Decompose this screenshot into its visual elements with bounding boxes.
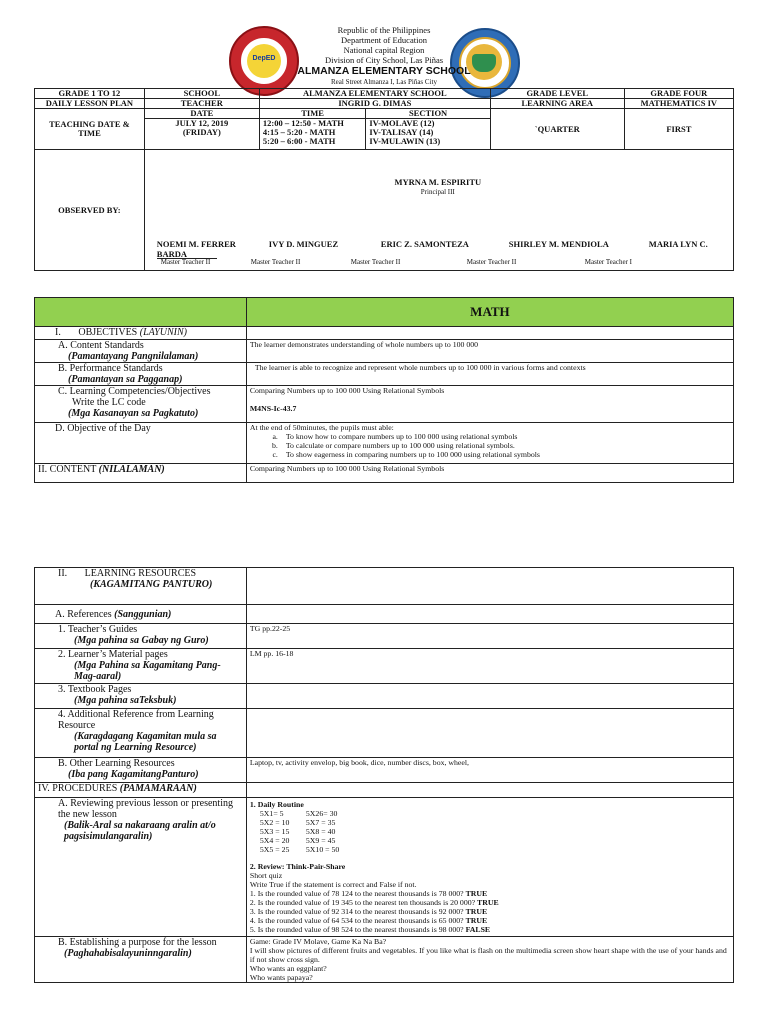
- lr-num: II.: [58, 568, 68, 579]
- time-entry: 5:20 – 6:00 - MATH: [262, 136, 336, 146]
- objectives-num: I.: [55, 327, 61, 338]
- math-header-blank: [35, 298, 247, 327]
- performance-standards-cell: [35, 363, 247, 386]
- purpose-cell: [35, 937, 247, 983]
- observer-name: SHIRLEY M. MENDIOLA: [508, 239, 609, 249]
- performance-standards-tl: (Pamantayan sa Pagganap): [68, 374, 183, 385]
- competencies-value: Comparing Numbers up to 100 000 Using Relational Symbols: [249, 386, 445, 395]
- content-tl: (NILALAMAN): [98, 464, 165, 475]
- textbook-pages-tl: (Mga pahina saTeksbuk): [74, 695, 177, 706]
- observer-title: Master Teacher II: [350, 258, 401, 266]
- other-resources-tl: (Iba pang KagamitangPanturo): [68, 769, 199, 780]
- learning-area-label: LEARNING AREA: [490, 99, 624, 109]
- objective-item: c. To show eagerness in comparing numbers up to 100 000 using relational symbols: [280, 450, 730, 459]
- school-address: Real Street Almanza I, Las Piñas City: [331, 78, 437, 86]
- quiz-item: 5. Is the rounded value of 98 524 to the nearest thousands is 98 000? FALSE: [249, 925, 491, 934]
- purpose-line: Who wants an eggplant?: [249, 964, 327, 973]
- purpose-line: I will show pictures of different fruits and vegetables. If you like what is flash on the multimedia screen show heart shape with the use of your hands and if not show cross sign.: [249, 946, 727, 964]
- additional-reference-label: 4. Additional Reference from Learning Resource: [58, 709, 214, 731]
- grade-range: GRADE 1 TO 12: [35, 89, 145, 99]
- objective-intro: At the end of 50minutes, the pupils must able:: [249, 423, 394, 432]
- performance-standards-label: B. Performance Standards: [58, 363, 163, 374]
- review-lesson-content: [246, 798, 733, 937]
- observed-by-label: OBSERVED BY:: [35, 150, 145, 271]
- other-resources-value: Laptop, tv, activity envelop, big book, dice, number discs, box, wheel,: [246, 758, 733, 783]
- observer-name: MARIA LYN C.: [648, 239, 708, 249]
- observer-title: Master Teacher II: [250, 258, 301, 266]
- observer-title: Master Teacher II: [160, 258, 211, 266]
- lesson-info-table: [34, 88, 734, 271]
- section-label: SECTION: [366, 109, 490, 119]
- observer-title: Master Teacher I: [584, 258, 632, 266]
- quiz-answer: TRUE: [465, 907, 488, 916]
- quiz-item: 1. Is the rounded value of 78 124 to the nearest thousands is 78 000? TRUE: [249, 889, 488, 898]
- math-header: MATH: [246, 298, 733, 327]
- quiz-answer: TRUE: [477, 898, 499, 907]
- teacher-label: TEACHER: [144, 99, 259, 109]
- purpose-line: Game: Grade IV Molave, Game Ka Na Ba?: [249, 937, 387, 946]
- resources-table: [34, 567, 734, 983]
- routine-item: 5X7 = 35: [305, 818, 336, 827]
- date-value: JULY 12, 2019: [175, 118, 229, 128]
- short-quiz-label: Short quiz: [249, 871, 283, 880]
- purpose-tl: (Paghahabisalayuninngaralin): [64, 948, 192, 959]
- section-entry: IV-TALISAY (14): [369, 127, 434, 137]
- quiz-item: 2. Is the rounded value of 19 345 to the nearest ten thousands is 20 000? TRUE: [249, 898, 499, 907]
- letterhead-line: National capital Region: [343, 45, 425, 55]
- principal-name: MYRNA M. ESPIRITU: [394, 177, 482, 187]
- lr-tl: (KAGAMITANG PANTURO): [90, 579, 213, 590]
- objective-of-day-label: D. Objective of the Day: [35, 423, 247, 464]
- objectives-heading: [35, 327, 247, 340]
- textbook-pages-cell: [35, 684, 247, 709]
- content-standards-tl: (Pamantayang Pangnilalaman): [68, 351, 199, 362]
- purpose-line: Who wants papaya?: [249, 973, 313, 982]
- date-cell: [144, 119, 259, 150]
- quiz-instruction: Write True if the statement is correct and False if not.: [249, 880, 417, 889]
- quarter-value: FIRST: [624, 109, 733, 150]
- purpose-label: B. Establishing a purpose for the lesson: [58, 937, 217, 948]
- objective-list: [250, 432, 730, 459]
- competencies-code: M4NS-Ic-43.7: [249, 404, 297, 413]
- time-label: TIME: [259, 109, 366, 119]
- quiz-answer: TRUE: [465, 889, 488, 898]
- other-resources-label: B. Other Learning Resources: [58, 758, 175, 769]
- content-label: II. CONTENT: [38, 464, 97, 475]
- time-cell: [259, 119, 366, 150]
- empty-cell: [246, 783, 733, 798]
- review-title: 2. Review: Think-Pair-Share: [249, 862, 346, 871]
- references-label: A. References: [55, 608, 112, 620]
- time-entry: 4:15 – 5:20 - MATH: [262, 127, 336, 137]
- letterhead: [0, 25, 768, 87]
- grade-level-value: GRADE FOUR: [624, 89, 733, 99]
- competencies-tl: (Mga Kasanayan sa Pagkatuto): [68, 408, 199, 419]
- review-lesson-cell: [35, 798, 247, 937]
- competencies-code-label: Write the LC code: [72, 397, 146, 408]
- learners-material-tl: (Mga Pahina sa Kagamitang Pang-Mag-aaral): [74, 660, 221, 682]
- routine-item: 5X2 = 10: [259, 818, 290, 827]
- quiz-item: 4. Is the rounded value of 64 534 to the nearest thousands is 65 000? TRUE: [249, 916, 488, 925]
- date-label: DATE: [144, 109, 259, 119]
- observer-name: NOEMI M. FERRER: [156, 239, 236, 249]
- learning-area-value: MATHEMATICS IV: [624, 99, 733, 109]
- procedures-tl: (PAMAMARAAN): [119, 783, 197, 794]
- objective-of-day-cell: [246, 423, 733, 464]
- routine-item: 5X26= 30: [305, 809, 338, 818]
- learners-material-label: 2. Learner’s Material pages: [58, 649, 168, 660]
- other-resources-cell: [35, 758, 247, 783]
- content-standards-cell: [35, 340, 247, 363]
- time-entry: 12:00 – 12:50 - MATH: [262, 118, 344, 128]
- day-value: (FRIDAY): [182, 127, 221, 137]
- observer-name-continued: BARDA: [156, 249, 188, 259]
- empty-cell: [246, 709, 733, 758]
- routine-item: 5X9 = 45: [305, 836, 336, 845]
- empty-cell: [246, 684, 733, 709]
- routine-item: 5X10 = 50: [305, 845, 340, 854]
- empty-cell: [246, 568, 733, 605]
- references-heading: [35, 605, 247, 624]
- letterhead-line: Department of Education: [341, 35, 427, 45]
- teachers-guides-cell: [35, 624, 247, 649]
- textbook-pages-label: 3. Textbook Pages: [58, 684, 132, 695]
- teacher-value: INGRID G. DIMAS: [259, 99, 490, 109]
- routine-item: 5X5 = 25: [259, 845, 290, 854]
- objective-item: a. To know how to compare numbers up to 100 000 using relational symbols: [280, 432, 730, 441]
- routine-item: 5X3 = 15: [259, 827, 290, 836]
- quiz-answer: FALSE: [465, 925, 491, 934]
- quiz-answer: TRUE: [465, 916, 488, 925]
- teachers-guides-label: 1. Teacher’s Guides: [58, 624, 138, 635]
- learners-material-cell: [35, 649, 247, 684]
- teaching-date-label: TEACHING DATE & TIME: [35, 109, 145, 150]
- learners-material-value: LM pp. 16-18: [246, 649, 733, 684]
- lr-label: LEARNING RESOURCES: [84, 568, 197, 579]
- school-value: ALMANZA ELEMENTARY SCHOOL: [259, 89, 490, 99]
- school-name: ALMANZA ELEMENTARY SCHOOL: [297, 65, 471, 77]
- routine-item: 5X1= 5: [259, 809, 284, 818]
- content-heading: [35, 464, 247, 483]
- grade-level-label: GRADE LEVEL: [490, 89, 624, 99]
- objectives-table: [34, 297, 734, 483]
- plan-label: DAILY LESSON PLAN: [35, 99, 145, 109]
- competencies-value-cell: [246, 386, 733, 423]
- purpose-content: [246, 937, 733, 983]
- procedures-label: IV. PROCEDURES: [38, 783, 118, 794]
- observer-name: IVY D. MINGUEZ: [268, 239, 339, 249]
- content-standards-label: A. Content Standards: [58, 340, 144, 351]
- content-standards-value: The learner demonstrates understanding of whole numbers up to 100 000: [246, 340, 733, 363]
- observers-cell: [144, 150, 733, 271]
- letterhead-line: Division of City School, Las Piñas: [324, 55, 444, 65]
- observer-name: ERIC Z. SAMONTEZA: [380, 239, 469, 249]
- section-cell: [366, 119, 490, 150]
- performance-standards-value: The learner is able to recognize and represent whole numbers up to 100 000 in various forms and contexts: [246, 363, 733, 386]
- objectives-tl: (LAYUNIN): [139, 327, 187, 338]
- learning-resources-heading: [35, 568, 247, 605]
- review-lesson-label: A. Reviewing previous lesson or presenting the new lesson: [58, 798, 233, 820]
- additional-reference-cell: [35, 709, 247, 758]
- teachers-guides-tl: (Mga pahina sa Gabay ng Guro): [74, 635, 209, 646]
- additional-reference-tl: (Karagdagang Kagamitan mula sa portal ng Learning Resource): [74, 731, 217, 753]
- observer-title: Master Teacher II: [466, 258, 517, 266]
- school-label: SCHOOL: [144, 89, 259, 99]
- review-lesson-tl: (Balik-Aral sa nakaraang aralin at/o pagsisimulangaralin): [64, 820, 216, 842]
- content-value: Comparing Numbers up to 100 000 Using Relational Symbols: [246, 464, 733, 483]
- procedures-heading: [35, 783, 247, 798]
- deped-seal-text: DepED: [252, 55, 276, 62]
- empty-cell: [246, 605, 733, 624]
- letterhead-line: Republic of the Philippines: [337, 25, 431, 35]
- principal-title: Principal III: [420, 188, 455, 196]
- routine-item: 5X8 = 40: [305, 827, 336, 836]
- section-entry: IV-MOLAVE (12): [369, 118, 435, 128]
- teachers-guides-value: TG pp.22-25: [246, 624, 733, 649]
- empty-cell: [246, 327, 733, 340]
- competencies-cell: [35, 386, 247, 423]
- references-tl: (Sanggunian): [114, 608, 172, 620]
- quarter-label: `QUARTER: [490, 109, 624, 150]
- section-entry: IV-MULAWIN (13): [369, 136, 441, 146]
- competencies-label: C. Learning Competencies/Objectives: [58, 386, 211, 397]
- objective-item: b. To calculate or compare numbers up to 100 000 using relational symbols.: [280, 441, 730, 450]
- daily-routine-title: 1. Daily Routine: [249, 800, 304, 809]
- routine-item: 5X4 = 20: [259, 836, 290, 845]
- objectives-label: OBJECTIVES: [78, 327, 138, 338]
- quiz-item: 3. Is the rounded value of 92 314 to the nearest thousands is 92 000? TRUE: [249, 907, 488, 916]
